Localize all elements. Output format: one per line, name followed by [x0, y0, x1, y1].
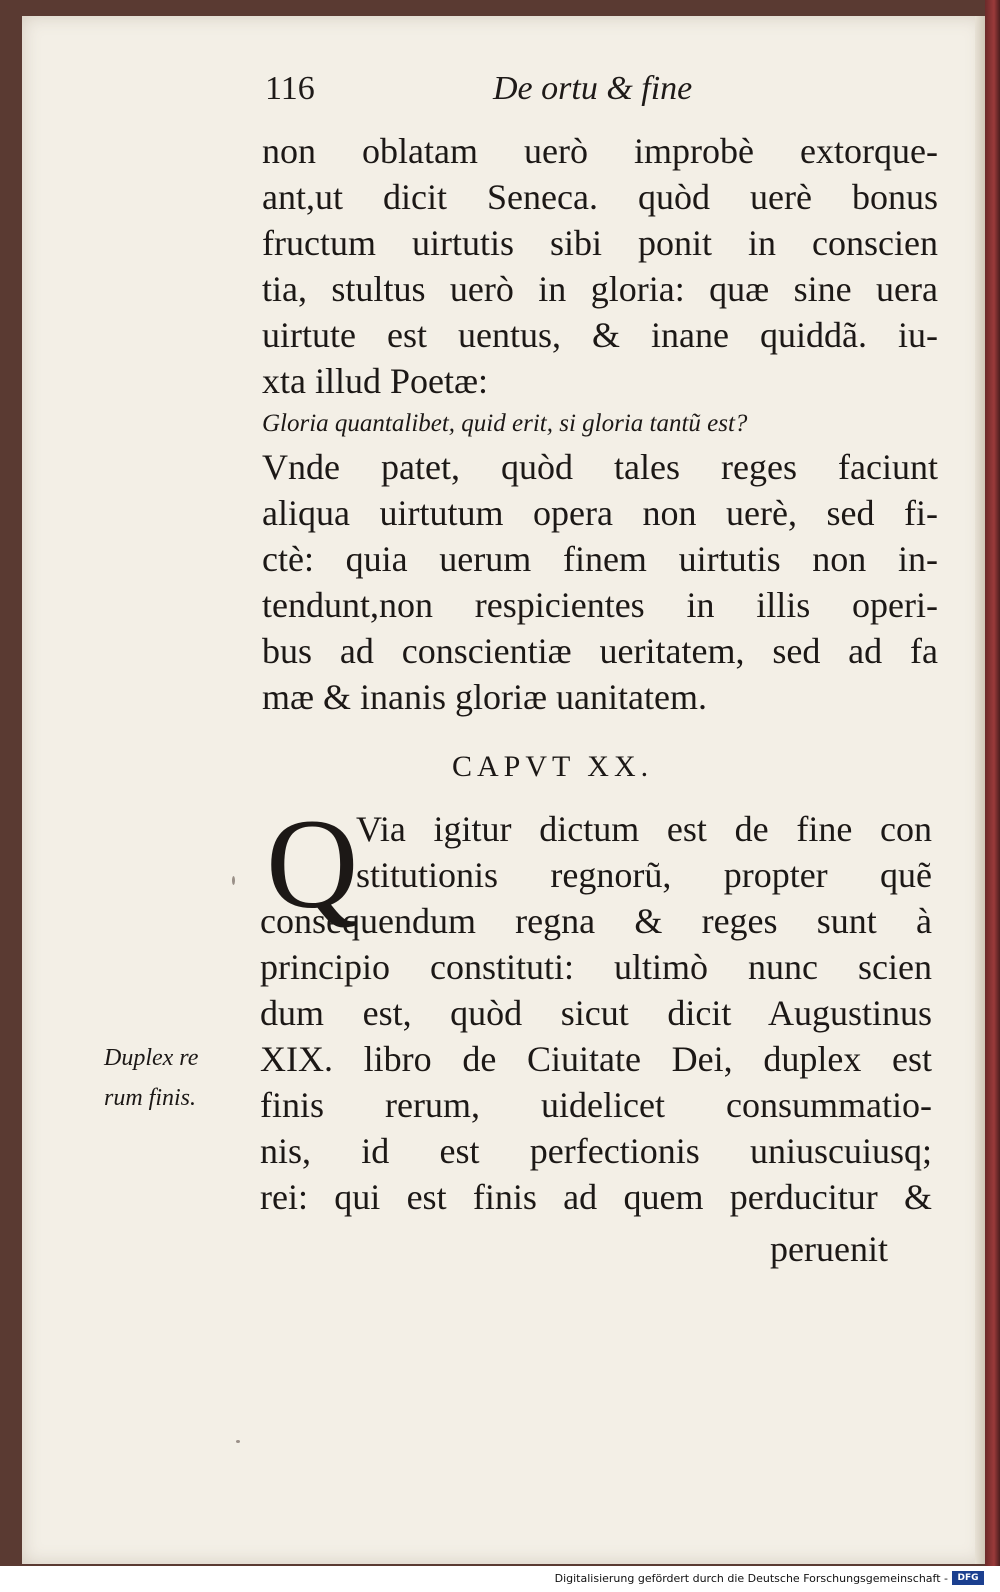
text-line: rei: qui est finis ad quem perducitur & — [260, 1177, 932, 1217]
text-line: Vnde patet, quòd tales reges faciunt — [262, 447, 938, 487]
text-line: uirtute est uentus, & inane quiddã. iu- — [262, 315, 938, 355]
text-line: dum est, quòd sicut dicit Augustinus — [260, 993, 932, 1033]
cover-edge — [985, 0, 1000, 1566]
body-text — [262, 128, 938, 720]
text-line: finis rerum, uidelicet consummatio- — [260, 1085, 932, 1125]
drop-cap: Q — [266, 793, 359, 935]
footer-credit: Digitalisierung gefördert durch die Deutsche Forschungsgemeinschaft - — [554, 1572, 948, 1585]
marginal-note-line: Duplex re — [104, 1045, 199, 1071]
text-line: fructum uirtutis sibi ponit in conscien — [262, 223, 938, 263]
footer-bar — [0, 1566, 1000, 1592]
text-line: ant,ut dicit Seneca. quòd uerè bonus — [262, 177, 938, 217]
text-line: non oblatam uerò improbè extorque- — [262, 131, 938, 171]
dfg-logo: DFG — [952, 1571, 984, 1585]
verse-quotation: Gloria quantalibet, quid erit, si gloria tantũ est? — [262, 410, 748, 437]
paper-speck — [232, 876, 235, 885]
page-edge — [975, 16, 985, 1564]
text-line: consequendum regna & reges sunt à — [260, 901, 932, 941]
text-line: mæ & inanis gloriæ uanitatem. — [262, 677, 707, 717]
running-title: De ortu & fine — [493, 70, 693, 107]
chapter-text — [260, 806, 932, 1220]
text-line: principio constituti: ultimò nunc scien — [260, 947, 932, 987]
catchword: peruenit — [770, 1229, 888, 1269]
text-line: xta illud Poetæ: — [262, 361, 489, 401]
page-number: 116 — [265, 70, 315, 107]
page-header — [265, 70, 765, 120]
chapter-heading: CAPVT XX. — [452, 750, 654, 783]
marginal-note-line: rum finis. — [104, 1085, 197, 1111]
text-line: XIX. libro de Ciuitate Dei, duplex est — [260, 1039, 932, 1079]
marginal-note — [104, 1038, 254, 1118]
text-line: nis, id est perfectionis uniuscuiusq; — [260, 1131, 932, 1171]
text-line: aliqua uirtutum opera non uerè, sed fi- — [262, 493, 938, 533]
paper-speck — [236, 1440, 240, 1443]
text-line: Via igitur dictum est de fine con — [356, 809, 932, 849]
text-line: tia, stultus uerò in gloria: quæ sine uera — [262, 269, 938, 309]
text-line: tendunt,non respicientes in illis operi- — [262, 585, 938, 625]
text-line: ctè: quia uerum finem uirtutis non in- — [262, 539, 938, 579]
text-line: stitutionis regnorũ, propter quẽ — [356, 855, 932, 895]
text-line: bus ad conscientiæ ueritatem, sed ad fa — [262, 631, 938, 671]
